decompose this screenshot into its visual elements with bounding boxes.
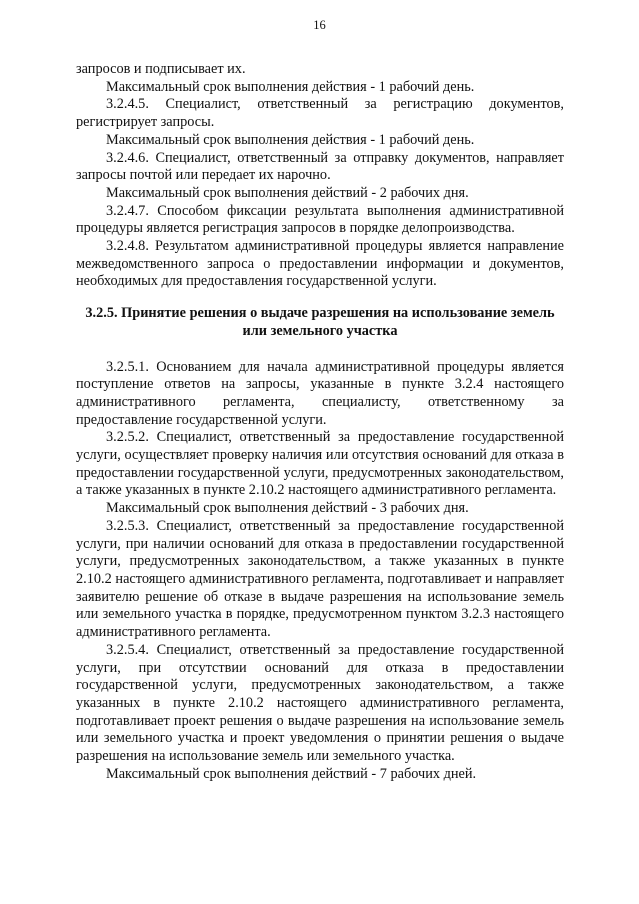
paragraph: Максимальный срок выполнения действия - 1 рабочий день. bbox=[106, 78, 475, 95]
page-number: 16 bbox=[313, 18, 326, 32]
paragraph: 3.2.4.7. Способом фиксации результата выполнения административной процедуры является регистрация запросов в порядке делопроизводства. bbox=[76, 202, 564, 237]
document-body bbox=[76, 61, 564, 783]
paragraph: 3.2.4.5. Специалист, ответственный за регистрацию документов, регистрирует запросы. bbox=[76, 96, 564, 131]
paragraph: Максимальный срок выполнения действий - 3 рабочих дня. bbox=[106, 500, 469, 517]
paragraph: 3.2.5.3. Специалист, ответственный за предоставление государственной услуги, при наличии оснований для отказа в предоставлении государственной услуги, предусмотренных законодательством, а также указанных в пункте 2.10.2 настоящего административного регламента, подготавливает и направляет заявителю решение об отказе в выдаче разрешения на использование земель или земельного участка в порядке, предусмотренном пунктом 3.2.3 настоящего административного регламента. bbox=[76, 517, 564, 641]
paragraph: Максимальный срок выполнения действий - 7 рабочих дней. bbox=[106, 765, 477, 782]
paragraph: Максимальный срок выполнения действия - 1 рабочий день. bbox=[106, 131, 475, 148]
paragraph: 3.2.4.8. Результатом административной процедуры является направление межведомственного запроса о предоставлении информации и документов, необходимых для предоставления государственной услуги. bbox=[76, 238, 564, 290]
paragraph: 3.2.5.2. Специалист, ответственный за предоставление государственной услуги, осуществляет проверку наличия или отсутствия оснований для отказа в предоставлении государственной услуги, предусмотренных законодательством, а также указанных в пункте 2.10.2 настоящего административного регламента. bbox=[76, 429, 564, 499]
paragraph: Максимальный срок выполнения действий - 2 рабочих дня. bbox=[106, 184, 469, 201]
paragraph: запросов и подписывает их. bbox=[76, 61, 246, 77]
paragraph: 3.2.5.4. Специалист, ответственный за предоставление государственной услуги, при отсутствии оснований для отказа в предоставлении государственной услуги, предусмотренных законодательством, а также указанных в пункте 2.10.2 настоящего административного регламента, подготавливает проект решения о выдаче разрешения на использование земель или земельного участка и проект уведомления о принятии решения о выдаче разрешения на использование земель или земельного участка. bbox=[76, 641, 564, 765]
section-heading: 3.2.5. Принятие решения о выдаче разрешения на использование земель или земельного участка bbox=[85, 305, 555, 339]
paragraph: 3.2.5.1. Основанием для начала административной процедуры является поступление ответов на запросы, указанные в пункте 3.2.4 настоящего административного регламента, специалисту, ответственному за предоставление государственной услуги. bbox=[76, 358, 564, 428]
paragraph: 3.2.4.6. Специалист, ответственный за отправку документов, направляет запросы почтой или передает их нарочно. bbox=[76, 149, 564, 184]
